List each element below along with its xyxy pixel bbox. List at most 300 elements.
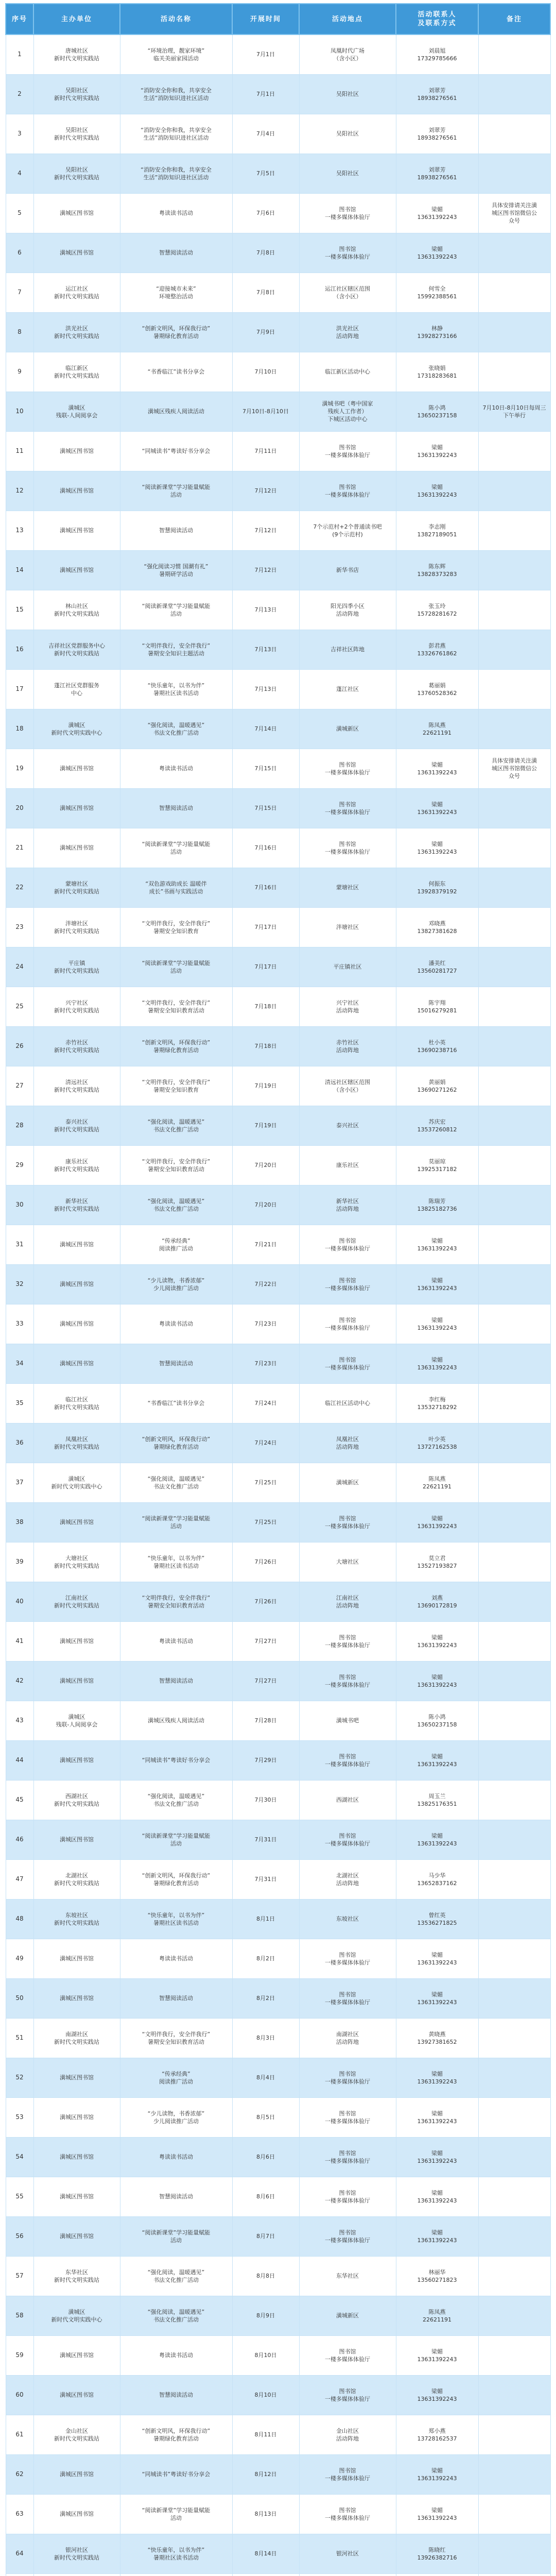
- cell-organizer: 潢城区 残联-人间阅享会: [33, 1701, 120, 1740]
- cell-index: 26: [6, 1026, 33, 1066]
- cell-remarks: [478, 2534, 550, 2573]
- cell-contact: 杜小英 13690238716: [396, 1026, 478, 1066]
- table-row: [6, 2097, 550, 2137]
- header-contact: 活动联系人 及联系方式: [396, 4, 478, 35]
- table-row: [6, 1939, 550, 1978]
- cell-remarks: [478, 74, 550, 114]
- table-row: [6, 1780, 550, 1820]
- cell-organizer: 潢城区图书馆: [33, 2494, 120, 2534]
- cell-date: 7月20日: [232, 1145, 299, 1185]
- cell-index: 51: [6, 2018, 33, 2058]
- cell-date: 7月12日: [232, 550, 299, 590]
- cell-location: 南湖社区 活动阵地: [299, 2018, 396, 2058]
- cell-index: 54: [6, 2137, 33, 2177]
- header-organizer: 主办单位: [33, 4, 120, 35]
- cell-activity-name: 智慧阅读活动: [120, 1344, 232, 1383]
- cell-index: 29: [6, 1145, 33, 1185]
- cell-remarks: [478, 154, 550, 193]
- cell-contact: 梁媚 13631392243: [396, 2177, 478, 2216]
- cell-location: 赤竹社区 活动阵地: [299, 1026, 396, 1066]
- cell-organizer: 潢城区图书馆: [33, 2335, 120, 2375]
- cell-location: 吴阳社区: [299, 74, 396, 114]
- cell-location: 图书馆 一楼多媒体体验厅: [299, 1264, 396, 1304]
- cell-remarks: [478, 1502, 550, 1542]
- cell-remarks: [478, 2296, 550, 2335]
- table-row: [6, 2018, 550, 2058]
- cell-date: 8月6日: [232, 2137, 299, 2177]
- cell-location: 康乐社区: [299, 1145, 396, 1185]
- cell-date: 7月12日: [232, 471, 299, 511]
- cell-activity-name: “文明伴我行，安全伴我行” 暑期安全知识教育: [120, 907, 232, 947]
- cell-activity-name: “传承经典” 阅读推广活动: [120, 2058, 232, 2097]
- cell-contact: 潘美红 13560281727: [396, 947, 478, 987]
- cell-index: 27: [6, 1066, 33, 1106]
- cell-date: 7月17日: [232, 907, 299, 947]
- cell-index: 13: [6, 511, 33, 550]
- cell-activity-name: 智慧阅读活动: [120, 788, 232, 828]
- cell-remarks: [478, 1145, 550, 1185]
- cell-organizer: 潢城区图书馆: [33, 1740, 120, 1780]
- table-row: [6, 511, 550, 550]
- cell-index: 4: [6, 154, 33, 193]
- cell-remarks: [478, 1859, 550, 1899]
- cell-activity-name: 潢城区残疾人阅读活动: [120, 1701, 232, 1740]
- cell-contact: 邓晓燕 13827381628: [396, 907, 478, 947]
- cell-activity-name: “强化阅读，温暖遇见” 书法文化推广活动: [120, 1106, 232, 1145]
- cell-organizer: 潢城区图书馆: [33, 550, 120, 590]
- cell-remarks: [478, 312, 550, 352]
- cell-activity-name: “阅读新课堂”学习能量赋能 活动: [120, 1502, 232, 1542]
- cell-organizer: 运江社区 新时代文明实践站: [33, 273, 120, 312]
- cell-contact: 陈宇翔 15016279281: [396, 987, 478, 1026]
- cell-organizer: 潢城区图书馆: [33, 788, 120, 828]
- cell-activity-name: “阅读新课堂”学习能量赋能 活动: [120, 2494, 232, 2534]
- cell-date: 8月12日: [232, 2454, 299, 2494]
- table-row: [6, 1264, 550, 1304]
- cell-index: 31: [6, 1225, 33, 1264]
- cell-contact: 梁媚 13631392243: [396, 1304, 478, 1344]
- cell-index: 48: [6, 1899, 33, 1939]
- cell-activity-name: “消防安全你和我，共享安全 生活”消防知识进社区活动: [120, 114, 232, 154]
- cell-organizer: 大塘社区 新时代文明实践站: [33, 1542, 120, 1582]
- cell-activity-name: “文明伴我行，安全伴我行” 暑期安全知识教育活动: [120, 2018, 232, 2058]
- cell-activity-name: “传承经典” 阅读推广活动: [120, 1225, 232, 1264]
- cell-index: 8: [6, 312, 33, 352]
- cell-activity-name: “同城读书”粤读好书分享会: [120, 1740, 232, 1780]
- cell-index: 39: [6, 1542, 33, 1582]
- cell-index: 19: [6, 749, 33, 788]
- cell-index: 33: [6, 1304, 33, 1344]
- cell-date: 7月27日: [232, 1621, 299, 1661]
- cell-index: 42: [6, 1661, 33, 1701]
- cell-activity-name: “同城读书”粤读好书分享会: [120, 2454, 232, 2494]
- cell-location: 图书馆 一楼多媒体体验厅: [299, 193, 396, 233]
- cell-contact: 陈东辉 13828373283: [396, 550, 478, 590]
- table-row: [6, 2375, 550, 2415]
- cell-contact: 林静 13928273166: [396, 312, 478, 352]
- cell-contact: [396, 2573, 478, 2576]
- cell-contact: 苏庆宏 13537260812: [396, 1106, 478, 1145]
- cell-date: 8月7日: [232, 2216, 299, 2256]
- cell-organizer: 潢城区图书馆: [33, 2375, 120, 2415]
- header-activity-name: 活动名称: [120, 4, 232, 35]
- cell-contact: 刘翠芳 18938276561: [396, 74, 478, 114]
- cell-date: 7月16日: [232, 868, 299, 907]
- table-row: [6, 709, 550, 749]
- cell-organizer: 潢城区图书馆: [33, 233, 120, 273]
- cell-index: 37: [6, 1463, 33, 1502]
- cell-index: 16: [6, 630, 33, 669]
- cell-contact: 葛丽娟 13760528362: [396, 669, 478, 709]
- cell-location: 图书馆 一楼多媒体体验厅: [299, 431, 396, 471]
- cell-date: 7月10日: [232, 352, 299, 392]
- cell-date: 7月25日: [232, 1463, 299, 1502]
- cell-activity-name: “文明伴我行，安全伴我行” 暑期安全知识主题活动: [120, 630, 232, 669]
- table-row: [6, 273, 550, 312]
- cell-remarks: [478, 1225, 550, 1264]
- table-row: [6, 471, 550, 511]
- cell-remarks: [478, 471, 550, 511]
- cell-remarks: [478, 1780, 550, 1820]
- cell-location: 图书馆 一楼多媒体体验厅: [299, 1978, 396, 2018]
- cell-location: 吴阳社区: [299, 154, 396, 193]
- cell-index: 32: [6, 1264, 33, 1304]
- cell-activity-name: 粤读读书活动: [120, 1939, 232, 1978]
- cell-location: 图书馆 一楼多媒体体验厅: [299, 828, 396, 868]
- cell-contact: 黄丽娟 13690271262: [396, 1066, 478, 1106]
- cell-location: 北湖社区 活动阵地: [299, 1859, 396, 1899]
- cell-remarks: [478, 1978, 550, 2018]
- cell-contact: 梁媚 13631392243: [396, 749, 478, 788]
- cell-activity-name: “快乐童年，以书为伴” 暑期社区读书活动: [120, 1899, 232, 1939]
- cell-contact: 梁媚 13631392243: [396, 1621, 478, 1661]
- cell-organizer: 东华社区 新时代文明实践站: [33, 2256, 120, 2296]
- cell-date: 7月15日: [232, 749, 299, 788]
- cell-organizer: 赤竹社区 新时代文明实践站: [33, 1026, 120, 1066]
- cell-index: 3: [6, 114, 33, 154]
- table-row: [6, 947, 550, 987]
- cell-index: 10: [6, 392, 33, 431]
- cell-organizer: 潢城区图书馆: [33, 1939, 120, 1978]
- cell-remarks: [478, 1701, 550, 1740]
- cell-remarks: [478, 233, 550, 273]
- cell-organizer: 林山社区 新时代文明实践站: [33, 590, 120, 630]
- cell-location: 图书馆 一楼多媒体体验厅: [299, 788, 396, 828]
- cell-contact: 梁媚 13631392243: [396, 2335, 478, 2375]
- cell-location: 大塘社区: [299, 1542, 396, 1582]
- cell-location: 7个示范村+2个普通读书吧 (9个示范村): [299, 511, 396, 550]
- cell-location: 凤凰时代广场 （含小区）: [299, 35, 396, 74]
- cell-activity-name: “强化阅读，温暖遇见” 书法文化推广活动: [120, 2256, 232, 2296]
- cell-activity-name: “少儿读物，书香浓郁” 少儿阅读推广活动: [120, 1264, 232, 1304]
- cell-organizer: 潢城区图书馆: [33, 471, 120, 511]
- cell-activity-name: “文明伴我行，安全伴我行” 暑期安全知识教育: [120, 1066, 232, 1106]
- table-row: [6, 987, 550, 1026]
- cell-location: 潢城书吧（粤中国家 残疾人工作者） 下城区活动中心: [299, 392, 396, 431]
- cell-date: 7月20日: [232, 1185, 299, 1225]
- table-row: [6, 1145, 550, 1185]
- cell-contact: 林丽华 13560271823: [396, 2256, 478, 2296]
- table-row: [6, 2494, 550, 2534]
- cell-contact: 陈凤燕 22621191: [396, 709, 478, 749]
- cell-activity-name: “迎接城市未来” 环境整治活动: [120, 273, 232, 312]
- cell-date: 8月8日: [232, 2256, 299, 2296]
- cell-activity-name: 智慧阅读活动: [120, 1661, 232, 1701]
- cell-contact: 郑小燕 13728162537: [396, 2415, 478, 2454]
- cell-location: 东华社区: [299, 2256, 396, 2296]
- cell-contact: 李志刚 13827189051: [396, 511, 478, 550]
- cell-activity-name: “强化阅读习惯 国潮有礼” 暑期研学活动: [120, 550, 232, 590]
- table-row: [6, 1066, 550, 1106]
- cell-activity-name: 智慧阅读活动: [120, 1978, 232, 2018]
- cell-organizer: 潢城区 新时代文明实践中心: [33, 709, 120, 749]
- cell-organizer: 康乐社区 新时代文明实践站: [33, 1145, 120, 1185]
- cell-remarks: [478, 2177, 550, 2216]
- cell-location: 吴阳社区: [299, 114, 396, 154]
- cell-activity-name: 粤读读书活动: [120, 1621, 232, 1661]
- cell-organizer: 潢城区图书馆: [33, 1978, 120, 2018]
- cell-contact: 刘翠芳 18938276561: [396, 114, 478, 154]
- cell-activity-name: “强化阅读，温暖遇见” 书法文化推广活动: [120, 709, 232, 749]
- cell-contact: 刘燕 13690172819: [396, 1582, 478, 1621]
- cell-date: 7月18日: [232, 987, 299, 1026]
- cell-location: 潢城书吧: [299, 1701, 396, 1740]
- table-row: [6, 1304, 550, 1344]
- cell-index: 35: [6, 1383, 33, 1423]
- cell-activity-name: “阅读新课堂”学习能量赋能 活动: [120, 2216, 232, 2256]
- cell-remarks: [478, 1463, 550, 1502]
- cell-location: 图书馆 一楼多媒体体验厅: [299, 2454, 396, 2494]
- cell-remarks: [478, 2256, 550, 2296]
- cell-organizer: 潢城区 残联-人间阅享会: [33, 392, 120, 431]
- cell-date: 8月6日: [232, 2177, 299, 2216]
- cell-date: 7月24日: [232, 1383, 299, 1423]
- cell-activity-name: “书香临江”读书分享会: [120, 1383, 232, 1423]
- cell-index: 28: [6, 1106, 33, 1145]
- cell-remarks: [478, 2454, 550, 2494]
- cell-remarks: [478, 2375, 550, 2415]
- cell-organizer: 新华社区 新时代文明实践站: [33, 1185, 120, 1225]
- cell-activity-name: “文明伴我行，安全伴我行” 暑期安全知识教育活动: [120, 987, 232, 1026]
- cell-activity-name: “强化阅读，温暖遇见” 书法文化推广活动: [120, 1185, 232, 1225]
- cell-index: 40: [6, 1582, 33, 1621]
- cell-date: 7月25日: [232, 1502, 299, 1542]
- cell-location: 潢城新区: [299, 2296, 396, 2335]
- cell-index: 30: [6, 1185, 33, 1225]
- table-row: [6, 1423, 550, 1463]
- cell-contact: 梁媚 13631392243: [396, 1978, 478, 2018]
- cell-date: 7月1日: [232, 35, 299, 74]
- cell-activity-name: “同城读书”粤读好书分享会: [120, 431, 232, 471]
- cell-organizer: 潢城区图书馆: [33, 1502, 120, 1542]
- table-row: [6, 114, 550, 154]
- cell-remarks: [478, 352, 550, 392]
- cell-date: 8月9日: [232, 2296, 299, 2335]
- cell-index: 62: [6, 2454, 33, 2494]
- cell-index: 18: [6, 709, 33, 749]
- table-row: [6, 2177, 550, 2216]
- header-remarks: 备注: [478, 4, 550, 35]
- cell-index: 43: [6, 1701, 33, 1740]
- cell-organizer: 潢城区图书馆: [33, 1621, 120, 1661]
- cell-organizer: 潢城区 新时代文明实践中心: [33, 2296, 120, 2335]
- cell-index: 36: [6, 1423, 33, 1463]
- header-date: 开展时间: [232, 4, 299, 35]
- cell-contact: 梁媚 13631392243: [396, 193, 478, 233]
- activity-table: [5, 3, 551, 2576]
- cell-activity-name: “阅读新课堂”学习能量赋能 活动: [120, 828, 232, 868]
- cell-organizer: 吴阳社区 新时代文明实践站: [33, 114, 120, 154]
- cell-organizer: 银河社区 新时代文明实践站: [33, 2534, 120, 2573]
- cell-remarks: [478, 987, 550, 1026]
- cell-organizer: 潢城区图书馆: [33, 1344, 120, 1383]
- cell-activity-name: 智慧阅读活动: [120, 2177, 232, 2216]
- cell-location: 图书馆 一楼多媒体体验厅: [299, 471, 396, 511]
- cell-organizer: 潢城区图书馆: [33, 2454, 120, 2494]
- cell-location: 兴宁社区 活动阵地: [299, 987, 396, 1026]
- cell-date: 8月3日: [232, 2018, 299, 2058]
- cell-location: 运江社区辖区范围 （含小区）: [299, 273, 396, 312]
- table-row: [6, 431, 550, 471]
- cell-remarks: [478, 2058, 550, 2097]
- cell-index: 2: [6, 74, 33, 114]
- cell-date: 7月26日: [232, 1542, 299, 1582]
- cell-index: 46: [6, 1820, 33, 1859]
- cell-activity-name: “文明伴我行，安全伴我行” 暑期安全知识教育活动: [120, 1582, 232, 1621]
- cell-contact: 梁媚 13631392243: [396, 2375, 478, 2415]
- cell-index: 38: [6, 1502, 33, 1542]
- header-index: 序号: [6, 4, 33, 35]
- cell-location: 阳光四季小区 活动阵地: [299, 590, 396, 630]
- table-row: [6, 2296, 550, 2335]
- cell-remarks: [478, 1661, 550, 1701]
- cell-contact: 刘翠芳 18938276561: [396, 154, 478, 193]
- cell-date: 7月26日: [232, 1582, 299, 1621]
- cell-location: 图书馆 一楼多媒体体验厅: [299, 233, 396, 273]
- table-row: [6, 352, 550, 392]
- table-row: [6, 2058, 550, 2097]
- cell-date: 8月10日: [232, 2375, 299, 2415]
- cell-date: 7月17日: [232, 947, 299, 987]
- cell-contact: 梁媚 13631392243: [396, 2058, 478, 2097]
- cell-index: 15: [6, 590, 33, 630]
- cell-remarks: [478, 2097, 550, 2137]
- cell-date: 7月11日: [232, 431, 299, 471]
- cell-organizer: 潢城区图书馆: [33, 2097, 120, 2137]
- cell-activity-name: 智慧阅读活动: [120, 511, 232, 550]
- cell-contact: 梁媚 13631392243: [396, 2454, 478, 2494]
- table-row: [6, 550, 550, 590]
- cell-date: 7月19日: [232, 1106, 299, 1145]
- cell-remarks: [478, 550, 550, 590]
- cell-date: 8月13日: [232, 2494, 299, 2534]
- cell-contact: 梁媚 13631392243: [396, 788, 478, 828]
- table-row: [6, 590, 550, 630]
- cell-contact: 彭君燕 13326761862: [396, 630, 478, 669]
- cell-location: 银河社区: [299, 2534, 396, 2573]
- cell-date: 7月27日: [232, 1661, 299, 1701]
- cell-location: 图书馆 一楼多媒体体验厅: [299, 2097, 396, 2137]
- cell-index: [6, 2573, 33, 2576]
- table-row: [6, 1859, 550, 1899]
- table-row: [6, 154, 550, 193]
- cell-date: 7月23日: [232, 1344, 299, 1383]
- cell-location: 图书馆 一楼多媒体体验厅: [299, 1502, 396, 1542]
- cell-organizer: 吴阳社区 新时代文明实践站: [33, 74, 120, 114]
- cell-index: 63: [6, 2494, 33, 2534]
- table-row: [6, 1502, 550, 1542]
- cell-date: 7月13日: [232, 630, 299, 669]
- cell-contact: 莫立君 13527193827: [396, 1542, 478, 1582]
- cell-remarks: [478, 1582, 550, 1621]
- cell-organizer: 潢城区图书馆: [33, 749, 120, 788]
- cell-date: 7月23日: [232, 1304, 299, 1344]
- cell-location: 新华书店: [299, 550, 396, 590]
- cell-index: 60: [6, 2375, 33, 2415]
- table-row: [6, 1225, 550, 1264]
- cell-contact: 何雪全 15992388561: [396, 273, 478, 312]
- cell-location: 金山社区 活动阵地: [299, 2415, 396, 2454]
- cell-remarks: [478, 709, 550, 749]
- cell-index: 45: [6, 1780, 33, 1820]
- cell-location: 图书馆 一楼多媒体体验厅: [299, 1939, 396, 1978]
- cell-contact: 陈凤燕 22621191: [396, 1463, 478, 1502]
- table-row: [6, 1383, 550, 1423]
- cell-organizer: 金山社区 新时代文明实践站: [33, 2415, 120, 2454]
- cell-activity-name: “创新文明风，环保我行动” 暑期绿化教育活动: [120, 1423, 232, 1463]
- cell-contact: 张玉玲 15728281672: [396, 590, 478, 630]
- cell-organizer: 潢城区图书馆: [33, 431, 120, 471]
- cell-activity-name: 粤读读书活动: [120, 749, 232, 788]
- activity-schedule: [5, 3, 550, 2576]
- cell-index: 5: [6, 193, 33, 233]
- cell-date: 7月21日: [232, 1225, 299, 1264]
- cell-contact: 梁媚 13631392243: [396, 1264, 478, 1304]
- cell-date: 7月10日-8月10日: [232, 392, 299, 431]
- cell-date: 7月6日: [232, 193, 299, 233]
- cell-date: 7月16日: [232, 828, 299, 868]
- cell-organizer: 蓬江社区党群服务 中心: [33, 669, 120, 709]
- cell-date: 7月19日: [232, 1066, 299, 1106]
- cell-location: 图书馆 一楼多媒体体验厅: [299, 1820, 396, 1859]
- cell-location: 图书馆 一楼多媒体体验厅: [299, 2494, 396, 2534]
- table-row: [6, 1820, 550, 1859]
- cell-organizer: [33, 2573, 120, 2576]
- cell-date: 7月4日: [232, 114, 299, 154]
- cell-activity-name: “强化阅读，温暖遇见” 书法文化推广活动: [120, 1780, 232, 1820]
- cell-remarks: [478, 828, 550, 868]
- cell-date: 8月2日: [232, 1978, 299, 2018]
- table-row: [6, 2415, 550, 2454]
- cell-organizer: 西湖社区 新时代文明实践站: [33, 1780, 120, 1820]
- cell-date: 8月14日: [232, 2534, 299, 2573]
- cell-location: 临江社区活动中心: [299, 1383, 396, 1423]
- cell-contact: 梁媚 13631392243: [396, 2097, 478, 2137]
- table-row: [6, 868, 550, 907]
- cell-index: 1: [6, 35, 33, 74]
- cell-date: 8月1日: [232, 1899, 299, 1939]
- cell-activity-name: “阅读新课堂”学习能量赋能 活动: [120, 471, 232, 511]
- table-row: [6, 1344, 550, 1383]
- cell-remarks: [478, 1026, 550, 1066]
- table-row: [6, 749, 550, 788]
- cell-date: 8月10日: [232, 2335, 299, 2375]
- cell-remarks: [478, 2415, 550, 2454]
- cell-organizer: 潢城区图书馆: [33, 2177, 120, 2216]
- cell-activity-name: “环境治理，靓家环境” 临关美丽家园活动: [120, 35, 232, 74]
- cell-index: 50: [6, 1978, 33, 2018]
- cell-remarks: [478, 114, 550, 154]
